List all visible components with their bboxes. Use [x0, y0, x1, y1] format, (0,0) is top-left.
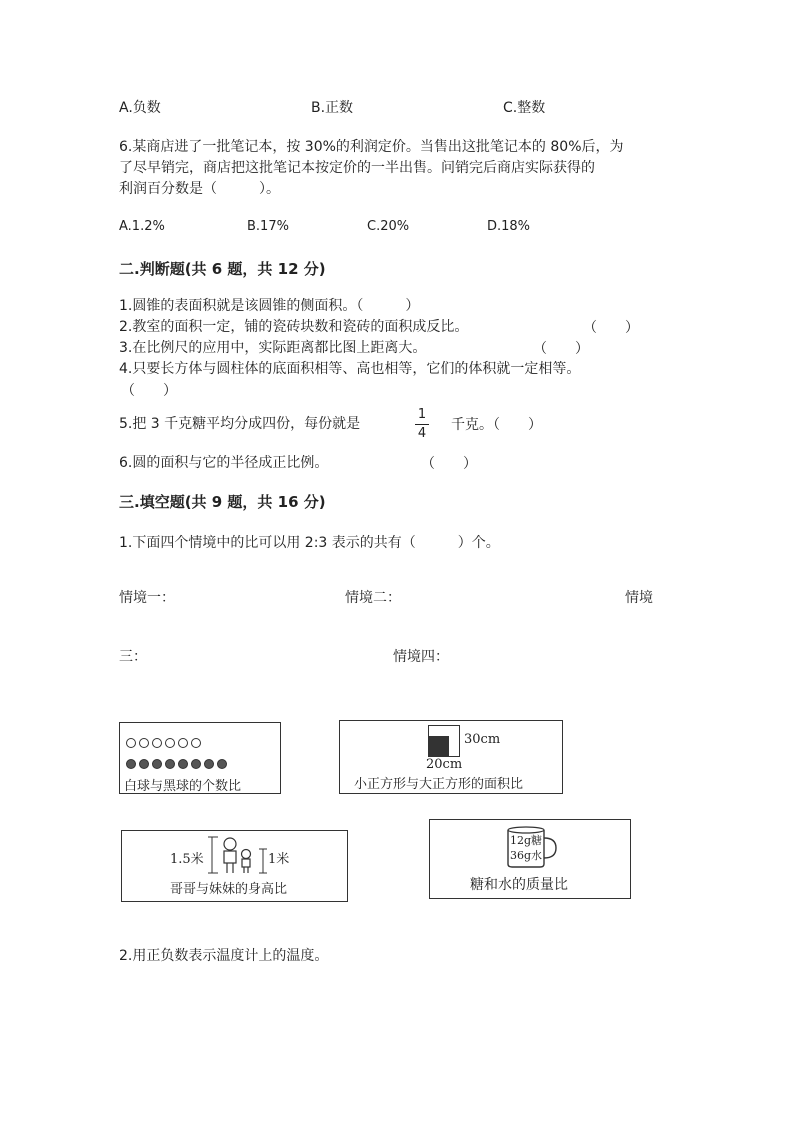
white-ball: [191, 738, 201, 748]
judge-item-5-prefix: 5.把 3 千克糖平均分成四份，每份就是: [119, 416, 361, 432]
black-ball: [126, 759, 136, 769]
q5-option-a: A.负数: [119, 100, 161, 116]
q6-option-c: C.20%: [367, 219, 410, 234]
white-ball: [165, 738, 175, 748]
fraction-denominator: 4: [417, 426, 427, 441]
black-ball: [139, 759, 149, 769]
q6-line-2: 了尽早销完，商店把这批笔记本按定价的一半出售。问销完后商店实际获得的: [119, 160, 595, 176]
large-square-side: 30cm: [464, 732, 501, 747]
water-label: 36g水: [510, 849, 543, 862]
judge-item-3-paren: （ ）: [533, 341, 589, 357]
white-ball: [139, 738, 149, 748]
sister-height-label: 1米: [268, 852, 290, 867]
figure-squares-caption: 小正方形与大正方形的面积比: [354, 777, 524, 792]
judge-item-4-paren: （ ）: [121, 383, 177, 399]
judge-item-2-paren: （ ）: [583, 320, 639, 336]
judge-item-4: 4.只要长方体与圆柱体的底面积相等、高也相等，它们的体积就一定相等。: [119, 361, 581, 377]
judge-item-6: 6.圆的面积与它的半径成正比例。: [119, 455, 329, 471]
judge-item-1: 1.圆锥的表面积就是该圆锥的侧面积。（ ）: [119, 298, 420, 314]
figure-balls: [119, 722, 281, 794]
q6-line-3: 利润百分数是（ ）。: [119, 181, 280, 197]
black-ball: [191, 759, 201, 769]
q6-option-a: A.1.2%: [119, 219, 165, 234]
white-ball: [152, 738, 162, 748]
scenario-label-4: 情境四：: [393, 649, 449, 665]
figure-balls-caption: 白球与黑球的个数比: [124, 779, 242, 794]
scenario-label-2: 情境二：: [345, 590, 401, 606]
q5-option-b: B.正数: [311, 100, 354, 116]
fraction-bar: [415, 424, 429, 425]
section2-title: 二.判断题(共 6 题，共 12 分): [119, 260, 326, 278]
fraction-numerator: 1: [417, 407, 427, 422]
figure-squares: [339, 720, 563, 794]
scenario-label-1: 情境一：: [119, 590, 175, 606]
fraction-one-quarter: [415, 408, 429, 441]
sugar-label: 12g糖: [510, 834, 543, 847]
figure-sugar-water: [429, 819, 631, 899]
q6-line-1: 6.某商店进了一批笔记本，按 30%的利润定价。当售出这批笔记本的 80%后，为: [119, 139, 624, 155]
scenario-label-3b: 三：: [119, 649, 147, 665]
black-ball: [152, 759, 162, 769]
judge-item-2: 2.教室的面积一定，铺的瓷砖块数和瓷砖的面积成反比。: [119, 319, 469, 335]
black-ball: [178, 759, 188, 769]
scenario-label-3a: 情境: [625, 590, 653, 606]
fill-q2: 2.用正负数表示温度计上的温度。: [119, 948, 329, 964]
white-ball: [178, 738, 188, 748]
q6-option-b: B.17%: [247, 219, 289, 234]
white-balls-row: [126, 736, 204, 752]
white-ball: [126, 738, 136, 748]
black-ball: [204, 759, 214, 769]
q6-option-d: D.18%: [487, 219, 531, 234]
section3-title: 三.填空题(共 9 题，共 16 分): [119, 493, 326, 511]
figure-sugar-water-caption: 糖和水的质量比: [470, 877, 568, 893]
q5-option-c: C.整数: [503, 100, 546, 116]
judge-item-5-suffix: 千克。（ ）: [451, 417, 542, 433]
figure-heights: [121, 830, 348, 902]
black-ball: [165, 759, 175, 769]
figure-heights-caption: 哥哥与妹妹的身高比: [170, 882, 288, 897]
small-square: [429, 736, 449, 756]
black-ball: [217, 759, 227, 769]
judge-item-3: 3.在比例尺的应用中，实际距离都比图上距离大。: [119, 340, 427, 356]
brother-height-label: 1.5米: [170, 852, 204, 867]
small-square-side: 20cm: [426, 757, 463, 772]
black-balls-row: [126, 757, 230, 773]
brother-sister-icon: [208, 835, 308, 875]
judge-item-6-paren: （ ）: [421, 456, 477, 472]
large-square: [428, 725, 460, 757]
fill-q1: 1.下面四个情境中的比可以用 2:3 表示的共有（ ）个。: [119, 535, 500, 551]
